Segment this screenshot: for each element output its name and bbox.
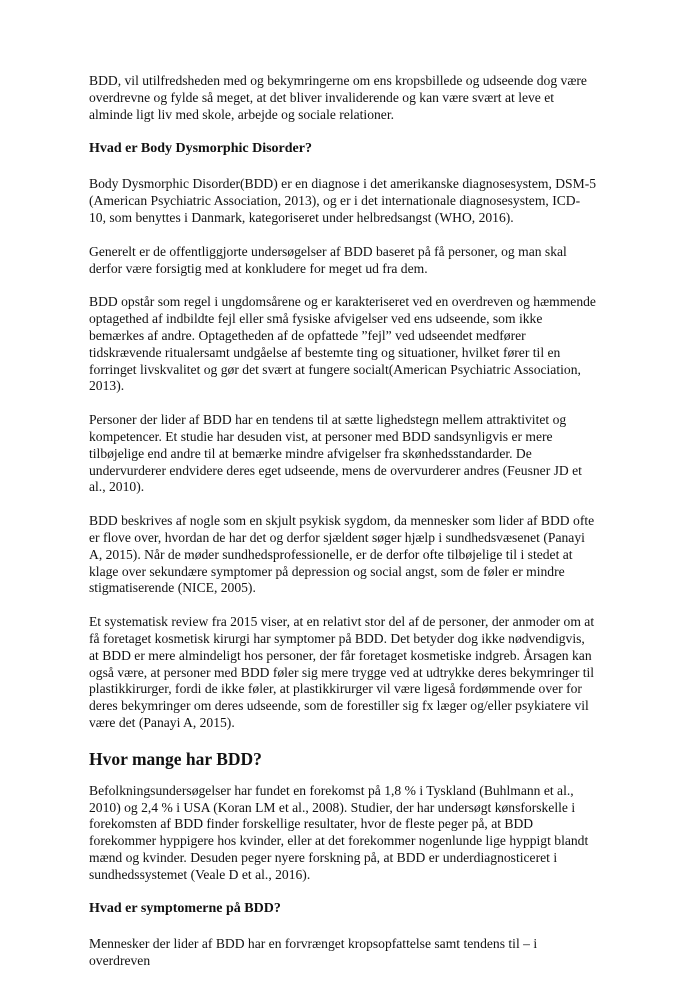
paragraph-diagnosis: Body Dysmorphic Disorder(BDD) er en diagnose i det amerikanske diagnosesystem, DSM-5 (American Psychiatric Association, 2013), og er i det internationale diagnosesystem, ICD-10, som benyttes i Danmark, kategoriseret under helbredsangst (WHO, 2016).	[89, 176, 597, 225]
paragraph-symptoms: Mennesker der lider af BDD har en forvrænget kropsopfattelse samt tendens til – i overdreven	[89, 936, 538, 969]
heading-prevalence: Hvor mange har BDD?	[89, 748, 262, 769]
paragraph-studies: Generelt er de offentliggjorte undersøgelser af BDD baseret på få personer, og man skal derfor være forsigtig med at konkludere for meget ud fra dem.	[89, 243, 567, 276]
paragraph-intro: BDD, vil utilfredsheden med og bekymringerne om ens kropsbillede og udseende dog være overdrevne og fylde så meget, at det bliver invaliderende og kan være svært at leve et alminde ligt liv med skole, arbejde og sociale relationer.	[89, 73, 587, 122]
paragraph-hidden-illness: BDD beskrives af nogle som en skjult psykisk sygdom, da mennesker som lider af BDD ofte er flove over, hvordan de har det og derfor sjældent søger hjælp i sundhedsvæsenet (Panayi A, 2015). Når de møder sundhedsprofessionelle, er de derfor ofte tilbøjelige til i stedet at klage over sekundære symptomer på depression og social angst, som de føler er mindre stigmatiserende (NICE, 2005).	[89, 513, 595, 596]
paragraph-attractiveness: Personer der lider af BDD har en tendens til at sætte lighedstegn mellem attraktivitet og kompetencer. Et studie har desuden vist, at personer med BDD sandsynligvis er mere tilbøjelige end andre til at bemærke mindre afvigelser fra skønhedsstandarder. De undervurderer endvidere deres eget udseende, mens de overvurderer andres (Feusner JD et al., 2010).	[89, 412, 582, 495]
heading-symptoms: Hvad er symptomerne på BDD?	[89, 901, 281, 917]
paragraph-cosmetic-surgery: Et systematisk review fra 2015 viser, at en relativt stor del af de personer, der anmoder om at få foretaget kosmetisk kirurgi har symptomer på BDD. Det betyder dog ikke nødvendigvis, at BDD er mere almindeligt hos personer, der får foretaget kosmetiske indgreb. Årsagen kan også være, at personer med BDD føler sig mere trygge ved at udtrykke deres bekymringer til plastikkirurger, fordi de ikke føler, at plastikkirurger vil være ligeså fordømmende over for deres bekymringer om deres udseende, som de forestiller sig fx læger og/eller psykiatere vil være det (Panayi A, 2015).	[89, 614, 595, 730]
paragraph-onset: BDD opstår som regel i ungdomsårene og er karakteriseret ved en overdreven og hæmmende optagethed af indbildte fejl eller små fysiske afvigelser ved ens udseende, som ikke bemærkes af andre. Optagetheden af de opfattede ”fejl” ved udseendet medfører tidskrævende ritualersamt undgåelse af bestemte ting og situationer, hvilket fører til en forringet livskvalitet og gør det svært at fungere socialt(American Psychiatric Association, 2013).	[89, 294, 596, 394]
heading-what-is-bdd: Hvad er Body Dysmorphic Disorder?	[89, 141, 312, 157]
document-page	[89, 73, 597, 987]
paragraph-prevalence: Befolkningsundersøgelser har fundet en forekomst på 1,8 % i Tyskland (Buhlmann et al., 2010) og 2,4 % i USA (Koran LM et al., 2008). Studier, der har undersøgt kønsforskelle i forekomsten af BDD finder forskellige resultater, hvor de fleste peger på, at BDD forekommer hyppigere hos kvinder, eller at det forekommer nogenlunde lige hyppigt blandt mænd og kvinder. Desuden peger nyere forskning på, at BDD er underdiagnosticeret i sundhedssystemet (Veale D et al., 2016).	[89, 782, 589, 882]
